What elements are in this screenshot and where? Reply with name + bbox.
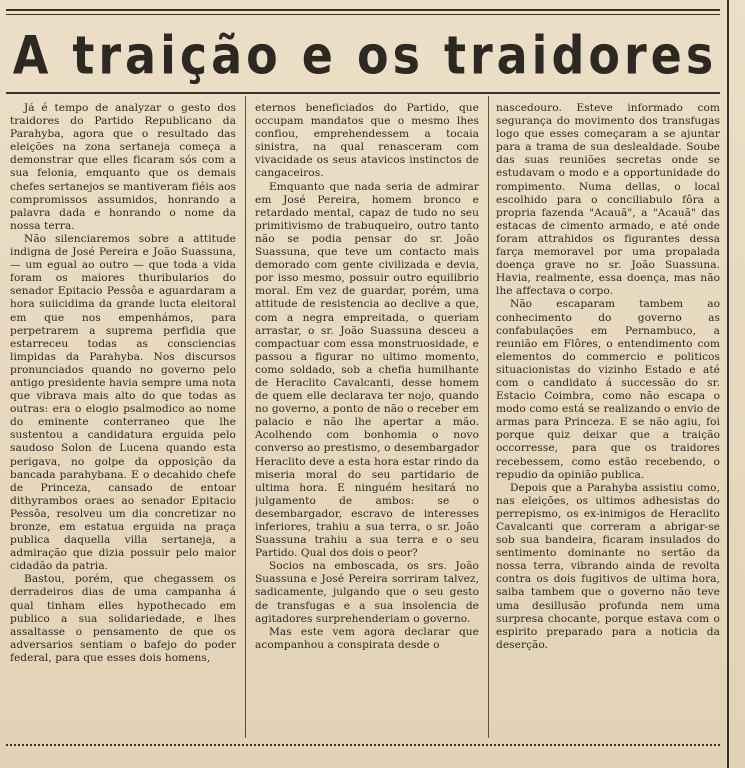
top-rule-thin [6, 14, 720, 15]
paragraph: eternos beneficiados do Partido, que occupam mandatos que o mesmo lhes confiou, emprehendessem a tocaia sinistra, na qual renasceram com vivacidade os seus atavicos instinctos de cangaceiros. [255, 102, 479, 180]
top-rule [6, 9, 720, 11]
paragraph: Já é tempo de analyzar o gesto dos traidores do Partido Republicano da Parahyba, agora que o resultado das eleições na zona sertaneja começa a demonstrar que elles ficaram sós com a sua felonia, emquanto que os demais chefes sertanejos se mantiveram fiéis aos compromissos assumidos, honrando a palavra dada e honrando o nome da nossa terra. [10, 102, 236, 232]
paragraph: Mas este vem agora declarar que acompanhou a conspirata desde o [255, 625, 479, 651]
paragraph: Não silenciaremos sobre a attitude indigna de José Pereira e João Suassuna, — um egual ao outro — que toda a vida foram os maiores thuribularios do senador Epitacio Pessôa e aguardaram a hora suiicidima da grande lucta eleitoral em que nos empenhámos, para perpetrarem a suprema perfidia que estarreceu todas as consciencias limpidas da Parahyba. Nos discursos pronunciados quando no governo pelo antigo presidente havia sempre uma nota que vibrava mais alto do que todas as outras: era o elogio psalmodico ao nome do eminente conterraneo que lhe sustentou a candidatura erguida pelo saudoso Solon de Lucena quando esta perigava, no golpe da opposição da bancada parahybana. E o decahido chefe de Princeza, cansado de entoar dithyrambos oraes ao senador Epitacio Pessôa, resolveu um dia concretizar no bronze, em estatua erguida na praça publica daquella villa sertaneja, a admiração que dizia possuir pelo maior cidadão da patria. [10, 232, 236, 573]
column-divider [245, 96, 246, 738]
article-column-1 [10, 102, 236, 734]
bottom-rule [6, 744, 720, 746]
article-column-2 [255, 102, 479, 734]
paragraph: nascedouro. Esteve informado com segurança do movimento dos transfugas logo que esses começaram a se ajuntar para a trama de sua deslealdade. Soube das suas reuniões secretas onde se estudavam o modo e a opportunidade do rompimento. Numa dellas, o local escolhido para o conciliabulo fôra a propria fazenda "Acauã", a "Acauã" das estacas de cimento armado, e até onde foram attrahidos os figurantes dessa farça memoravel por uma propalada doença grave no sr. João Suassuna. Havia, realmente, essa doença, mas não lhe affectava o corpo. [496, 102, 720, 298]
headline: A traição e os traidores [12, 23, 718, 87]
paragraph: Socios na emboscada, os srs. João Suassuna e José Pereira sorriram talvez, sadicamente, julgando que o seu gesto de transfugas e a sua insolencia de agitadores surprehenderiam o governo. [255, 560, 479, 625]
headline-rule [6, 92, 720, 94]
column-divider [488, 96, 489, 738]
paragraph: Emquanto que nada seria de admirar em José Pereira, homem bronco e retardado mental, capaz de tudo no seu primitivismo de trabuqueiro, outro tanto não se podia pensar do sr. João Suassuna, que teve um contacto mais demorado com gente civilizada e devia, por isso mesmo, possuir outro equilibrio moral. Em vez de guardar, porém, uma attitude de resistencia ao declive a que, com a negra empreitada, o queriam arrastar, o sr. João Suassuna desceu a compactuar com essa monstruosidade, e passou a figurar no ultimo momento, como soldado, sob a chefia humilhante de Heraclito Cavalcanti, desse homem de quem elle declarava ter nojo, quando no governo, a ponto de não o receber em palacio e não lhe apertar a mão. Acolhendo com bonhomia o novo converso ao prestismo, o desembargador Heraclito deve a esta hora estar rindo da miseria moral do seu partidario de ultima hora. E ninguém hesitará no julgamento de ambos: se o desembargador, escravo de interesses inferiores, trahiu a sua terra, o sr. João Suassuna trahiu a sua terra e o seu Partido. Qual dos dois o peor? [255, 180, 479, 560]
paragraph: Não escaparam tambem ao conhecimento do governo as confabulações em Pernambuco, a reunião em Flôres, o entendimento com elementos do commercio e politicos situacionistas do vizinho Estado e até com o candidato á successão do sr. Estacio Coimbra, como não escapa o modo como está se realizando o envio de armas para Princeza. E se não agiu, foi porque quiz deixar que a traição occorresse, para que os traidores recebessem, como estão recebendo, o repudio da opinião publica. [496, 298, 720, 481]
paragraph: Bastou, porém, que chegassem os derradeiros dias de uma campanha á qual tinham elles hypothecado em publico a sua solidariedade, e lhes assaltasse o pensamento de que os adversarios sentiam o bafejo do poder federal, para que esses dois homens, [10, 573, 236, 664]
paragraph: Depois que a Parahyba assistiu como, nas eleições, os ultimos adhesistas do perrepismo, os ex-inimigos de Heraclito Cavalcanti que correram a abrigar-se sob sua bandeira, ficaram insulados do sentimento dominante no sertão da nossa terra, vibrando ainda de revolta contra os dois fugitivos de ultima hora, saiba tambem que o governo não teve uma desillusão profunda nem uma surpresa chocante, porque estava com o espirito preparado para a noticia da deserção. [496, 481, 720, 651]
article-column-3 [496, 102, 720, 734]
page-edge-rule [727, 0, 729, 768]
